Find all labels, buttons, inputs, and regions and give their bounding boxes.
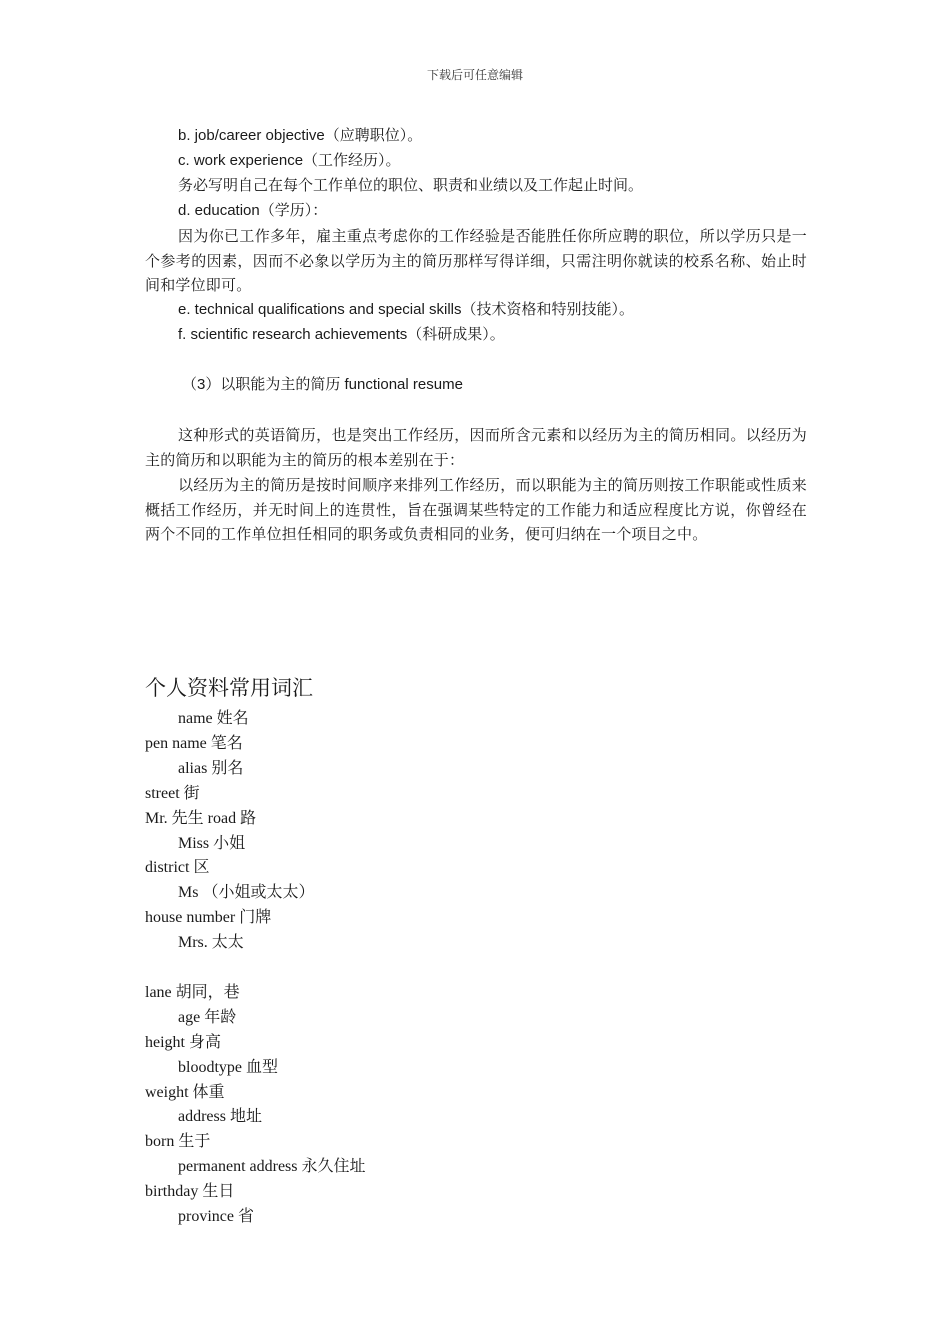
- vocab-item: height 身高: [145, 1033, 221, 1051]
- vocab-item: house number 门牌: [145, 909, 272, 927]
- vocabulary-heading: 个人资料常用词汇: [145, 676, 313, 700]
- vocab-item: province 省: [178, 1208, 254, 1226]
- element-research: f. scientific research achievements（科研成果）。: [178, 326, 505, 344]
- vocab-item: lane 胡同，巷: [145, 983, 240, 1001]
- vocab-item: alias 别名: [178, 759, 244, 777]
- vocab-item: name 姓名: [178, 710, 249, 727]
- element-job-objective: b. job/career objective（应聘职位）。: [178, 127, 423, 144]
- vocab-item: age 年龄: [178, 1008, 237, 1026]
- vocab-item: Miss 小姐: [178, 834, 246, 852]
- element-education: d. education（学历）：: [178, 201, 328, 219]
- vocab-item: district 区: [145, 859, 210, 877]
- vocab-item: permanent address 永久住址: [178, 1158, 366, 1176]
- page-header-note: 下载后可任意编辑: [426, 68, 523, 82]
- document-body: [145, 124, 807, 547]
- vocabulary-list: [145, 707, 807, 1230]
- element-work-experience: c. work experience（工作经历）。: [178, 151, 401, 169]
- element-technical-skills: e. technical qualifications and special skills（技术资格和特别技能）。: [178, 301, 634, 319]
- vocab-item: Ms （小姐或太太）: [178, 884, 315, 902]
- education-note: 因为你已工作多年，雇主重点考虑你的工作经验是否能胜任你所应聘的职位，所以学历只是一个参考的因素，因而不必象以学历为主的简历那样写得详细，只需注明你就读的校系名称、始止时间和学位即可。: [145, 226, 807, 295]
- functional-resume-para-2: 以经历为主的简历是按时间顺序来排列工作经历，而以职能为主的简历则按工作职能或性质来概括工作经历，并无时间上的连贯性，旨在强调某些特定的工作能力和适应程度比方说，你曾经在两个不同的工作单位担任相同的职务或负责相同的业务，便可归纳在一个项目之中。: [145, 475, 807, 544]
- vocab-item: weight 体重: [145, 1083, 225, 1101]
- vocab-item: born 生于: [145, 1133, 211, 1151]
- vocab-item: birthday 生日: [145, 1183, 235, 1201]
- vocab-item: Mrs. 太太: [178, 934, 244, 952]
- vocab-item: Mr. 先生 road 路: [145, 809, 257, 827]
- vocab-item: bloodtype 血型: [178, 1058, 278, 1076]
- vocab-item: address 地址: [178, 1108, 262, 1126]
- vocab-spacer: [145, 956, 807, 981]
- functional-resume-title: （3）以职能为主的简历 functional resume: [182, 376, 463, 394]
- work-experience-note: 务必写明自己在每个工作单位的职位、职责和业绩以及工作起止时间。: [178, 176, 644, 194]
- vocab-item: street 街: [145, 784, 200, 802]
- functional-resume-para-1: 这种形式的英语简历，也是突出工作经历，因而所含元素和以经历为主的简历相同。以经历为主的简历和以职能为主的简历的根本差别在于：: [145, 425, 807, 469]
- vocabulary-section: [145, 673, 807, 1230]
- vocab-item: pen name 笔名: [145, 734, 243, 752]
